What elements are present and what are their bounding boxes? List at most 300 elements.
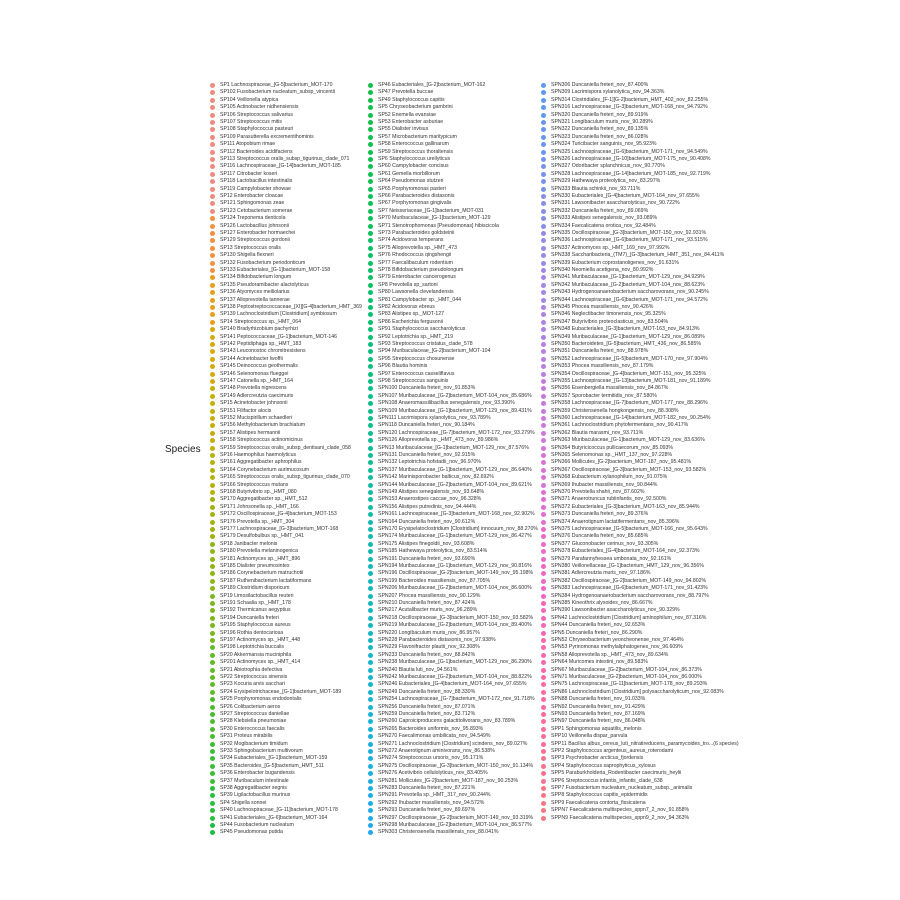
legend-label: SPN206 Muribaculaceae_[G-2]bacterium_MOT-104_nov_86.600% [378,585,532,592]
legend-label: SPP2 Staphylococcus argenteus_aureus_roterodami [551,748,673,754]
legend-label: SPN281 Mollicutes_[G-2]bacterium_MOT-187_nov_90.253% [378,777,519,784]
legend-label: SP104 Veillonella atypica [220,96,279,103]
legend-label: SPN374 Anaerotignum lactatifermentans_nov_85.396% [551,518,680,525]
legend-label: SP116 Lachnospiraceae_[G-14]bacterium_MOT-185 [220,163,341,170]
legend-dot [210,675,215,680]
legend-dot [368,520,373,525]
legend-label: SP5 Chryseobacterium gambrini [378,104,453,111]
legend-label: SP151 Filifactor alocis [220,407,272,414]
legend-dot [210,372,215,377]
legend-dot [541,268,546,273]
legend-label: SP15 Acinetobacter johnsonii [220,400,288,407]
legend-dot [210,224,215,229]
legend-dot [541,571,546,576]
legend-dot [368,742,373,747]
legend-label: SP47 Prevotella buccae [378,89,434,96]
legend-dot [210,120,215,125]
legend-dot [368,342,373,347]
legend-dot [210,423,215,428]
legend-dot [210,749,215,754]
legend-label: SP156 Methylobacterium brachiatum [220,422,306,429]
legend-dot [541,246,546,251]
legend-label: SPN354 Oscillospiraceae_[G-4]bacterium_MOT-151_nov_95.325% [551,370,707,377]
legend-label: SPN64 Muricomes intestini_nov_89.583% [551,659,648,666]
legend-dot [541,327,546,332]
legend-label: SPN357 Sporobacter termitidis_nov_87.580% [551,392,657,399]
legend-dot [210,527,215,532]
legend-dot [541,261,546,266]
legend-label: SPN120 Lachnospiraceae_[G-7]bacterium_MOT-172_nov_93.279% [378,429,535,436]
legend-dot [368,771,373,776]
legend-label: SP118 Lactobacillus intestinalis [220,178,293,185]
legend-dot [541,105,546,110]
legend-label: SP13 Streptococcus oralis [220,244,281,251]
legend-label: SPN309 Lacrimispora xylanolytica_nov_94.363% [551,89,665,96]
legend-dot [368,275,373,280]
legend-label: SPP7 Fusobacterium nucleatum_nucleatum_subsp._animalis [551,785,693,791]
legend-dot [210,312,215,317]
legend-dot [541,431,546,436]
legend-label: SPN322 Duncaniella freteri_nov_89.135% [551,126,649,133]
legend-label: SPN314 Clostridiales_[F-1][G-2]bacterium_HMT_402_nov_82.255% [551,96,709,103]
legend-dot [210,705,215,710]
legend-dot [541,520,546,525]
legend-dot [210,631,215,636]
legend-dot [210,298,215,303]
legend-label: SP33 Sphingobacterium multivorum [220,748,303,754]
legend-dot [541,364,546,369]
legend-dot [210,135,215,140]
legend-label: SPN270 Faecalimonas umbilicata_nov_94.549% [378,733,491,740]
legend-dot [210,305,215,310]
legend-label: SPN297 Oscillospiraceae_[G-2]bacterium_MOT-149_nov_93.319% [378,814,534,821]
legend-label: SPN363 Muribaculaceae_[G-1]bacterium_MOT-129_nov_83.636% [551,437,705,444]
legend-dot [368,349,373,354]
legend-dot [368,312,373,317]
legend-dot [368,756,373,761]
legend-dot [541,608,546,613]
legend-label: SP158 Streptococcus actinomicinus [220,437,303,444]
legend-dot [368,594,373,599]
legend-label: SPN71 Muribaculaceae_[G-2]bacterium_MOT-104_nov_86.000% [551,674,702,680]
legend-label: SP65 Porphyromonas pasteri [378,185,446,192]
legend-label: SPN364 Butyricicoccus pullicaecorum_nov_85.093% [551,444,673,451]
legend-label: SP91 Staphylococcus saccharolyticus [378,326,466,333]
legend-label: SPN52 Chryseobacterium yeoncheonense_nov_97.464% [551,637,684,643]
legend-label: SP133 Eubacteriales_[G-1]bacterium_MOT-158 [220,267,331,273]
legend-label: SPN42 Lachnoclostridium [Clostridium] aminophilum_nov_87.316% [551,614,707,621]
legend-dot [368,586,373,591]
legend-dot [210,786,215,791]
legend-dot [210,401,215,406]
legend-dot [210,520,215,525]
legend-dot [368,253,373,258]
legend-label: SPN382 Oscillospiraceae_[G-2]bacterium_MOT-149_nov_94.802% [551,577,707,584]
legend-label: SPN328 Lachnospiraceae_[G-14]bacterium_MOT-185_nov_92.719% [551,170,711,177]
legend-dot [541,645,546,650]
legend-dot [368,179,373,184]
legend-dot [541,534,546,539]
legend-label: SP196 Rothia dentocariosa [220,629,284,636]
legend-label: SP149 Adlercreutzia caecimuris [220,392,294,399]
legend-dot [210,386,215,391]
legend-label: SP192 Thermicanus aegyptius [220,607,291,614]
legend-label: SP52 Enemella evansiae [378,111,436,118]
legend-dot [541,460,546,465]
legend-label: SPN218 Oscillospiraceae_[G-3]bacterium_MOT-150_nov_93.582% [378,614,534,621]
legend-label: SP123 Cetobacterium somerae [220,207,293,214]
legend-dot [541,749,546,754]
legend-label: SPN353 Phocea massiliensis_nov_87.179% [551,363,654,370]
legend-dot [210,475,215,480]
legend-dot [210,261,215,266]
legend-dot [541,312,546,317]
legend-dot [210,727,215,732]
legend-dot [368,830,373,835]
legend-label: SPN303 Christensenella massiliensis_nov_88.041% [378,829,499,836]
legend-label: SP32 Mogibacterium timidum [220,740,288,747]
legend-dot [368,120,373,125]
legend-label: SPN107 Muribaculaceae_[G-2]bacterium_MOT-104_nov_85.686% [378,392,532,399]
legend-dot [210,608,215,613]
legend-dot [368,261,373,266]
legend-label: SPN260 Caproiciproducens galactitolivorans_nov_83.789% [378,718,516,725]
legend-title: Species [165,444,201,455]
legend-label: SP53 Enterobacter asburiae [378,119,444,125]
legend-label: SPN153 Anaerostipes caccae_nov_96.328% [378,496,482,503]
legend-label: SPN381 Adlercreutzia muris_nov_97.186% [551,570,651,577]
legend-dot [368,164,373,169]
legend-label: SP60 Campylobacter concisus [378,163,449,170]
legend-label: SP27 Streptococcus daniellae [220,711,290,717]
legend-label: SPN86 Lachnoclostridium [Clostridium] polysaccharolyticum_nov_92.083% [551,688,724,695]
legend-label: SPN343 Hydrogenoanaerobacterium saccharovorans_nov_90.245% [551,289,709,296]
legend-dot [210,830,215,835]
legend-dot [368,616,373,621]
legend-dot [541,771,546,776]
legend-label: SP45 Pseudomonas putida [220,829,283,836]
legend-label: SP70 Muribaculaceae_[G-1]bacterium_MOT-129 [378,215,491,222]
legend-label: SPN333 Alistipes senegalensis_nov_93.089% [551,215,658,222]
legend-dot [210,394,215,399]
legend-label: SPN306 Duncaniella freteri_nov_87.400% [551,82,649,88]
legend-label: SP189 Clostridium disporicum [220,585,290,592]
legend-label: SP86 Escherichia fergusonii [378,318,443,325]
legend-dot [541,150,546,155]
legend-dot [210,697,215,702]
legend-dot [210,712,215,717]
legend-dot [541,157,546,162]
legend-dot [368,557,373,562]
legend-dot [541,697,546,702]
legend-dot [541,98,546,103]
legend-label: SP134 Bifidobacterium longum [220,274,292,281]
legend-label: SPN320 Duncaniella freteri_nov_89.919% [551,111,649,118]
legend-dot [210,379,215,384]
legend-label: SPPN7 Faecalicatena multispecies_sppn7_2_nov_91.858% [551,807,690,814]
legend-label: SPN352 Lachnospiraceae_[G-5]bacterium_MOT-170_nov_97.904% [551,355,708,362]
legend-dot [541,320,546,325]
legend-label: SP93 Streptococcus cristatus_clade_578 [378,341,473,347]
legend-dot [210,164,215,169]
legend-label: SP198 Leptotrichia buccalis [220,644,285,651]
legend-dot [368,416,373,421]
legend-dot [368,150,373,155]
legend-dot [541,668,546,673]
legend-dot [368,187,373,192]
legend-dot [210,98,215,103]
legend-dot [210,83,215,88]
legend-dot [541,135,546,140]
legend-label: SPN378 Eubacteriales_[G-4]bacterium_MOT-164_nov_92.373% [551,548,700,555]
legend-dot [541,416,546,421]
legend-dot [210,349,215,354]
legend-dot [541,549,546,554]
legend-dot [541,690,546,695]
legend-dot [541,601,546,606]
legend-dot [541,394,546,399]
legend-label: SP16 Haemophilus haemolyticus [220,452,297,458]
legend-dot [210,579,215,584]
legend-label: SPN240 Blautia luti_nov_94.561% [378,666,458,673]
legend-label: SPP9 Faecalicatena contorta_fissicatena [551,799,646,806]
legend-label: SP168 Butyrivibrio sp._HMT_080 [220,489,297,495]
legend-label: SP23 Kocuria arvis sacchari [220,681,285,688]
legend-label: SPN256 Duncaniella freteri_nov_87.071% [378,703,476,710]
legend-dot [368,327,373,332]
legend-dot [368,579,373,584]
legend-dot [210,682,215,687]
legend-label: SP78 Bifidobacterium pseudolongum [378,267,464,273]
legend-dot [210,660,215,665]
legend-label: SP108 Staphylococcus pasteuri [220,126,294,133]
legend-label: SPN342 Muribaculaceae_[G-2]bacterium_MOT-104_nov_88.623% [551,281,705,288]
legend-dot [541,527,546,532]
legend-dot [368,645,373,650]
legend-label: SPN142 Marinisporobacter balticus_nov_82.692% [378,474,494,481]
legend-label: SP20 Akkermansia muciniphila [220,651,292,658]
legend-label: SPN93 Duncaniella freteri_nov_87.169% [551,711,646,717]
legend-label: SPN175 Alistipes finegoldii_nov_93.608% [378,540,475,547]
legend-label: SP139 Lachnoclostridium [Clostridium] symbiosum [220,311,337,318]
legend-dot [541,201,546,206]
legend-dot [210,113,215,118]
legend-dot [368,653,373,658]
legend-dot [541,631,546,636]
legend-label: SP36 Enterobacter bugandensis [220,770,295,777]
legend-label: SPN249 Duncaniella freteri_nov_88.330% [378,688,476,695]
legend-dot [368,601,373,606]
legend-label: SP74 Acidovorax temperans [378,237,444,244]
legend-dot [368,801,373,806]
legend-dot [210,808,215,813]
legend-dot [368,357,373,362]
legend-label: SPN199 Bacteroides massiliensis_nov_87.705% [378,577,491,584]
legend-label: SP142 Peptidiphaga sp._HMT_183 [220,341,302,347]
legend-dot [210,275,215,280]
legend-dot [368,209,373,214]
legend-dot [368,460,373,465]
legend-dot [541,253,546,258]
legend-label: SPN185 Hathewaya proteolytica_nov_83.514% [378,548,488,555]
legend-dot [210,468,215,473]
legend-label: SP124 Treponema denticola [220,215,286,222]
legend-dot [368,793,373,798]
legend-label: SPN111 Lacrimispora xylanolytica_nov_93.789% [378,415,491,421]
legend-label: SP112 Bacteroides acidifaciens [220,148,293,155]
legend-dot [541,446,546,451]
legend-label: SPN164 Duncaniella freteri_nov_90.612% [378,518,476,525]
legend-dot [368,113,373,118]
legend-dot [210,209,215,214]
legend-label: SPN360 Lachnospiraceae_[G-14]bacterium_MOT-182_nov_90.254% [551,415,711,421]
legend-dot [210,364,215,369]
legend-dot [210,409,215,414]
legend-dot [210,290,215,295]
legend-dot [368,564,373,569]
legend-dot [541,423,546,428]
legend-label: SP152 Mucispirillum schaedleri [220,415,293,421]
legend-label: SP28 Klebsiella pneumoniae [220,718,287,725]
legend-dot [541,468,546,473]
legend-dot [541,719,546,724]
legend-dot [541,342,546,347]
legend-label: SP185 Dialister pneumosintes [220,563,290,569]
legend-label: SPN44 Duncaniella freteri_nov_92.653% [551,622,646,629]
legend-label: SP46 Eubacteriales_[G-2]bacterium_MOT-162 [378,82,486,88]
legend-label: SPN338 Saccharibacteria_(TM7)_[G-3]bacterium_HMT_351_nov_84.411% [551,252,725,259]
legend-dot [541,682,546,687]
legend-dot [541,142,546,147]
legend-dot [210,756,215,761]
legend-dot [210,342,215,347]
legend-dot [368,409,373,414]
legend-dot [368,675,373,680]
legend-label: SPN238 Muribaculaceae_[G-1]bacterium_MOT-129_nov_86.290% [378,659,532,666]
legend-label: SP57 Microbacterium maritypicum [378,133,457,140]
legend-label: SPP10 Veillonella dispar_parvula [551,733,628,740]
legend-dot [541,453,546,458]
legend-dot [541,357,546,362]
legend-dot [368,105,373,110]
legend-label: SP138 Peptostreptococcaceae_[XI][G-4]bacterium_HMT_369 [220,304,362,310]
legend-dot [210,668,215,673]
legend-dot [541,401,546,406]
legend-dot [210,194,215,199]
legend-dot [368,475,373,480]
legend-dot [368,712,373,717]
legend-label: SPN108 Anaeromassilibacillus senegalensis_nov_93.390% [378,400,515,407]
legend-dot [210,216,215,221]
legend-label: SPN331 Lawsonibacter asaccharolyticus_nov_90.722% [551,200,680,207]
legend-dot [541,638,546,643]
legend-dot [368,135,373,140]
legend-dot [541,505,546,510]
legend-dot [368,571,373,576]
legend-dot [368,268,373,273]
legend-dot [210,446,215,451]
legend-label: SP80 Lawsonella clevelandensis [378,289,454,296]
legend-dot [368,335,373,340]
legend-label: SPN207 Phocea massiliensis_nov_90.129% [378,592,481,599]
legend-label: SP159 Streptococcus oralis_subsp_dentisani_clade_058 [220,444,351,451]
legend-dot [541,372,546,377]
legend-label: SP121 Sphingomonas zeae [220,200,285,207]
legend-label: SPN265 Bacteroides uniformis_nov_95.893% [378,725,484,732]
legend-label: SP30 Enterococcus faecalis [220,725,285,732]
legend-dot [541,187,546,192]
legend-label: SPN373 Duncaniella freteri_nov_89.376% [551,511,649,518]
legend-label: SP119 Campylobacter showae [220,185,291,192]
legend-dot [541,712,546,717]
legend-dot [541,779,546,784]
legend-label: SP165 Streptococcus oralis_subsp_tigurinus_clade_070 [220,474,350,481]
legend-dot [210,594,215,599]
legend-label: SPN366 Mollicutes_[G-2]bacterium_MOT-187_nov_95.481% [551,459,692,466]
legend-dot [368,394,373,399]
legend-dot [210,253,215,258]
legend-label: SPN380 Veillonellaceae_[G-1]bacterium_HMT_129_nov_96.356% [551,563,704,569]
legend-dot [541,727,546,732]
legend-dot [541,113,546,118]
legend-label: SPP6 Streptococcus infantis_infantis_clade_638 [551,777,663,784]
legend-dot [541,120,546,125]
legend-label: SPP11 Bacillus albus_cereus_luti_nitratireducens_paramycoides_tro...(6 species) [551,740,739,747]
legend-dot [210,638,215,643]
legend-dot [541,438,546,443]
legend-dot [210,616,215,621]
legend-dot [210,742,215,747]
legend-dot [368,201,373,206]
legend-label: SPN376 Duncaniella freteri_nov_85.685% [551,533,649,540]
legend-dot [368,386,373,391]
legend-label: SP170 Aggregatibacter sp._HMT_512 [220,496,308,503]
legend-dot [210,483,215,488]
legend-label: SP130 Shigella flexneri [220,252,274,259]
legend-label: SP126 Lactobacillus johnsonii [220,222,289,229]
legend-dot [541,172,546,177]
legend-label: SP102 Fusobacterium nucleatum_subsp_vincentii [220,89,336,96]
legend-label: SPN369 Ihubacter massiliensis_nov_90.844% [551,481,658,488]
legend-label: SPN174 Muribaculaceae_[G-1]bacterium_MOT-129_nov_86.427% [378,533,532,540]
legend-dot [541,179,546,184]
legend-label: SPN356 Eisenbergiella massiliensis_nov_84.867% [551,385,669,392]
legend-label: SPN170 Erysipelatoclostridium [Clostridium] innocuum_nov_88.270% [378,526,539,532]
legend-dot [368,490,373,495]
legend-label: SP79 Enterobacter cancerogenus [378,274,456,281]
legend-label: SPN362 Blautia marasmi_nov_93.711% [551,429,644,436]
legend-label: SPN345 Phocea massiliensis_nov_90.426% [551,304,654,310]
legend-label: SP81 Campylobacter sp._HMT_044 [378,296,462,303]
legend-dot [541,275,546,280]
legend-label: SP144 Acinetobacter lwoffii [220,355,283,362]
legend-dot [210,512,215,517]
legend-dot [368,468,373,473]
legend-label: SP66 Parabacteroides distasonis [378,193,455,199]
legend-label: SP1 Lachnospiraceae_[G-5]bacterium_MOT-170 [220,82,333,88]
legend-label: SPN132 Leptotrichia hofstadii_nov_96.970% [378,459,481,466]
legend-dot [210,816,215,821]
legend-label: SPN330 Eubacteriales_[G-4]bacterium_MOT-164_nov_97.655% [551,193,700,199]
legend-dot [368,779,373,784]
legend-label: SP40 Lachnospiraceae_[G-11]bacterium_MOT-178 [220,807,338,814]
legend-dot [210,623,215,628]
legend-label: SPN323 Duncaniella freteri_nov_86.028% [551,133,649,140]
legend-dot [368,423,373,428]
legend-dot [541,623,546,628]
legend-label: SP61 Gemella morbillorum [378,170,440,177]
legend-dot [210,157,215,162]
